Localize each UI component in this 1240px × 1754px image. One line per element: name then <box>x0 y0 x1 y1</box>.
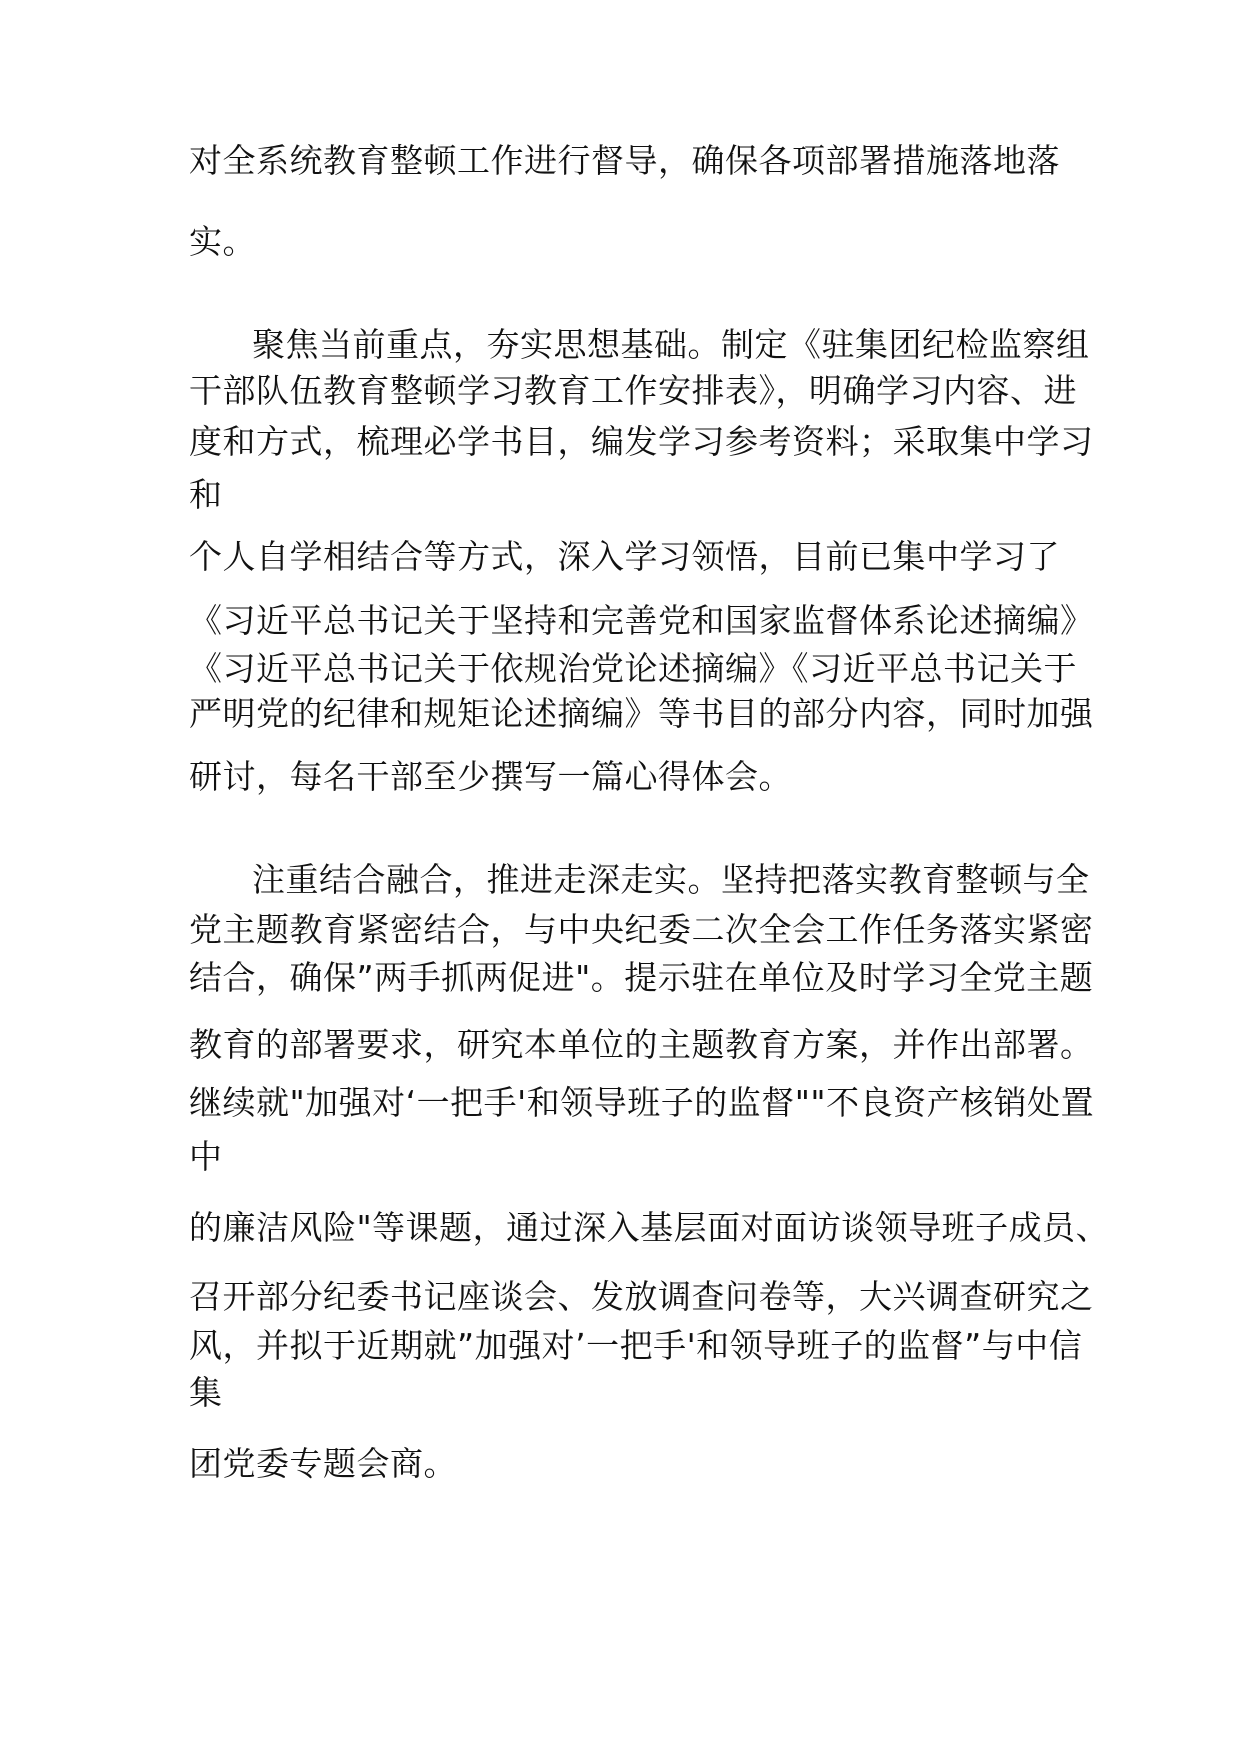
body-text-line: 干部队伍教育整顿学习教育工作安排表》，明确学习内容、进 <box>189 371 1077 410</box>
body-text-line: 的廉洁风险"等课题，通过深入基层面对面访谈领导班子成员、 <box>189 1208 1110 1247</box>
body-text-line: 召开部分纪委书记座谈会、发放调查问卷等，大兴调查研究之 <box>189 1277 1094 1316</box>
body-text-line: 中 <box>189 1137 223 1176</box>
body-text-line: 严明党的纪律和规矩论述摘编》等书目的部分内容，同时加强 <box>189 694 1094 733</box>
body-text-line: 集 <box>189 1373 223 1412</box>
body-text-line: 结合，确保”两手抓两促进"。提示驻在单位及时学习全党主题 <box>189 958 1094 997</box>
body-text-line: 实。 <box>189 222 256 261</box>
body-text-line: 教育的部署要求，研究本单位的主题教育方案，并作出部署。 <box>189 1025 1094 1064</box>
body-text-line: 团党委专题会商。 <box>189 1444 457 1483</box>
body-text-line: 对全系统教育整顿工作进行督导，确保各项部署措施落地落 <box>189 141 1060 180</box>
paragraph-first-line: 聚焦当前重点，夯实思想基础。制定《驻集团纪检监察组 <box>252 325 1090 364</box>
body-text-line: 党主题教育紧密结合，与中央纪委二次全会工作任务落实紧密 <box>189 910 1094 949</box>
body-text-line: 研讨，每名干部至少撰写一篇心得体会。 <box>189 757 792 796</box>
body-text-line: 继续就"加强对‘一把手'和领导班子的监督""不良资产核销处置 <box>189 1083 1095 1122</box>
body-text-line: 个人自学相结合等方式，深入学习领悟，目前已集中学习了 <box>189 537 1060 576</box>
body-text-line: 度和方式，梳理必学书目，编发学习参考资料；采取集中学习 <box>189 422 1094 461</box>
body-text-line: 《习近平总书记关于依规治党论述摘编》《习近平总书记关于 <box>189 649 1077 688</box>
paragraph-first-line: 注重结合融合，推进走深走实。坚持把落实教育整顿与全 <box>252 860 1090 899</box>
body-text-line: 风，并拟于近期就”加强对’一把手'和领导班子的监督”与中信 <box>189 1326 1083 1365</box>
body-text-line: 和 <box>189 475 223 514</box>
body-text-line: 《习近平总书记关于坚持和完善党和国家监督体系论述摘编》 <box>189 601 1094 640</box>
